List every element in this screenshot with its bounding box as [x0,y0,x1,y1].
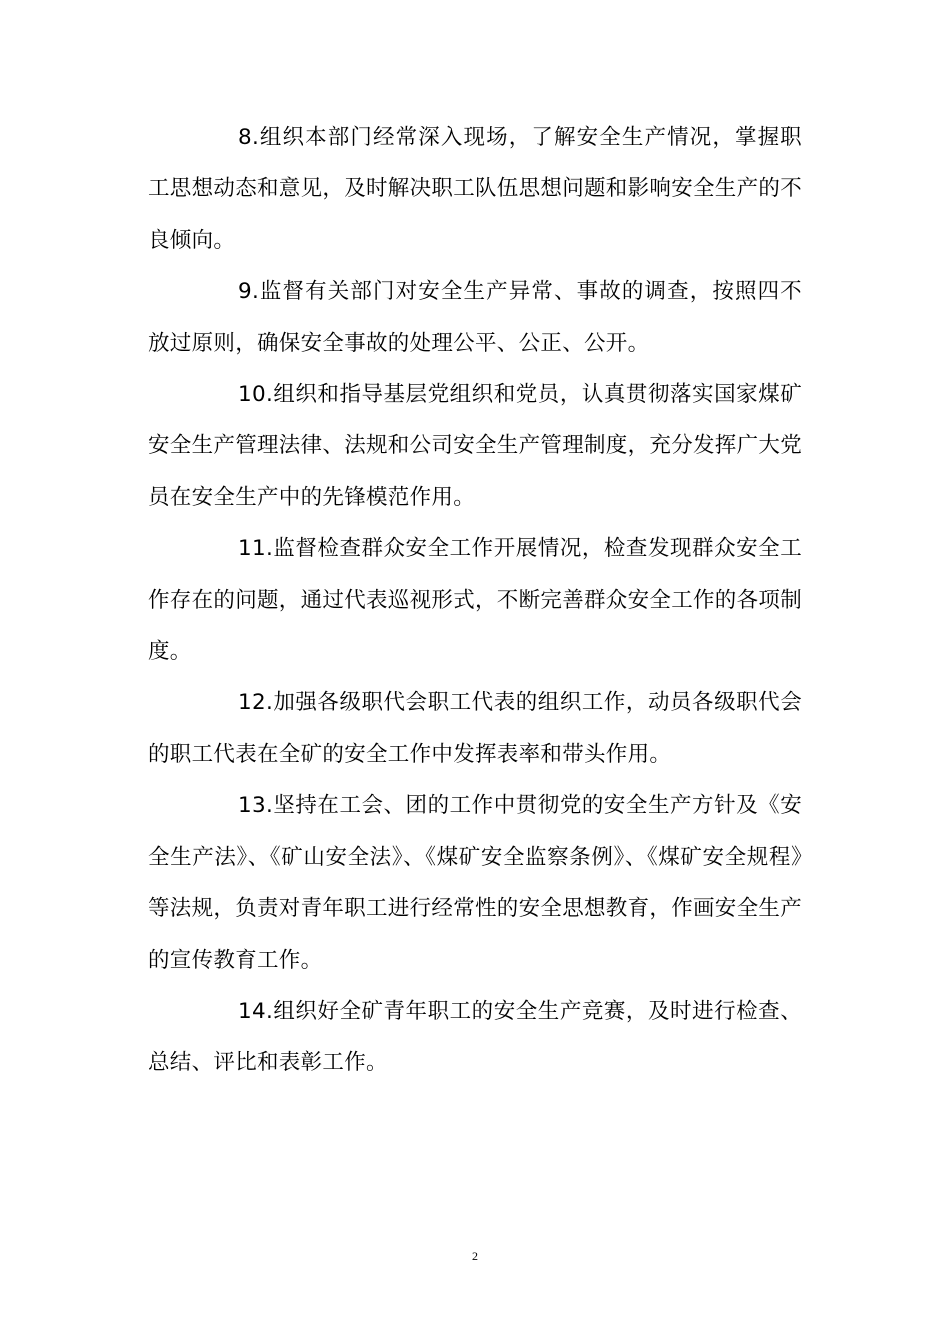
paragraph-item-8: 8.组织本部门经常深入现场，了解安全生产情况，掌握职工思想动态和意见，及时解决职工队伍思想问题和影响安全生产的不良倾向。 [148,125,803,253]
paragraph-item-13: 13.坚持在工会、团的工作中贯彻党的安全生产方针及《安全生产法》、《矿山安全法》、《煤矿安全监察条例》、《煤矿安全规程》等法规，负责对青年职工进行经常性的安全思想教育，作画安全生产的宣传教育工作。 [148,793,803,973]
paragraph-item-14: 14.组织好全矿青年职工的安全生产竞赛，及时进行检查、总结、评比和表彰工作。 [148,998,802,1076]
paragraph-item-11: 11.监督检查群众安全工作开展情况，检查发现群众安全工作存在的问题，通过代表巡视形式，不断完善群众安全工作的各项制度。 [148,536,803,665]
paragraph-item-10: 10.组织和指导基层党组织和党员，认真贯彻落实国家煤矿安全生产管理法律、法规和公司安全生产管理制度，充分发挥广大党员在安全生产中的先锋模范作用。 [148,382,803,510]
paragraph-item-9: 9.监督有关部门对安全生产异常、事故的调查，按照四不放过原则，确保安全事故的处理公平、公正、公开。 [148,279,802,356]
page-number: 2 [472,1249,478,1263]
body-text [148,112,802,1089]
paragraph-item-12: 12.加强各级职代会职工代表的组织工作，动员各级职代会的职工代表在全矿的安全工作中发挥表率和带头作用。 [148,690,802,767]
